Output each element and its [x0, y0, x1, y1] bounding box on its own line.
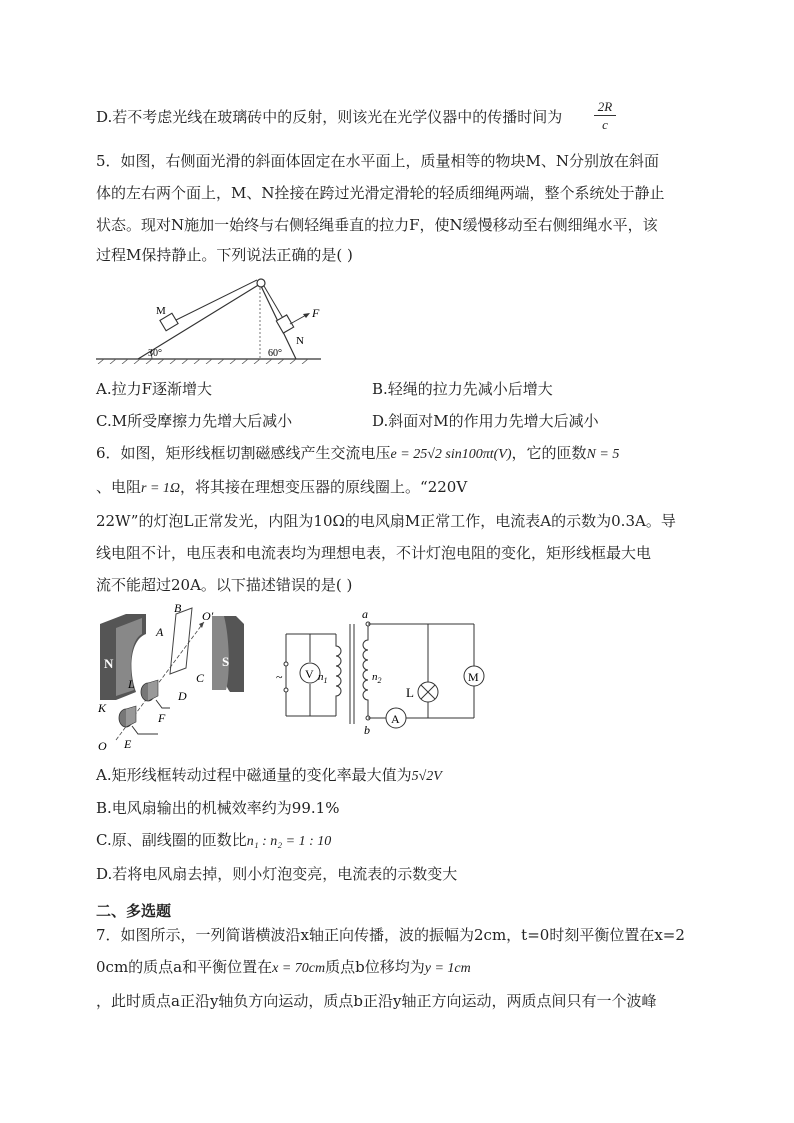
right-rope: [264, 286, 284, 320]
motor-label: M: [468, 670, 479, 684]
turns-ratio-value: n₁ : n₂ = 1 : 10: [246, 834, 332, 849]
resistance-formula: r = 1Ω: [141, 481, 181, 496]
label-f: F: [312, 306, 320, 320]
q6-line-3: 22W”的灯泡L正常发光，内阻为10Ω的电风扇M正常工作，电流表A的示数为0.3A。导: [96, 512, 676, 530]
q5-option-a: A.拉力F逐渐增大: [96, 380, 213, 398]
q6-line-5: 流不能超过20A。以下描述错误的是( ): [96, 576, 353, 594]
q7-line-1: 7．如图所示，一列简谐横波沿x轴正向传播，波的振幅为2cm，t=0时刻平衡位置在x=2: [96, 926, 685, 944]
force-arrowhead: [303, 313, 310, 318]
ground-hatching: [98, 359, 308, 364]
label-o-prime: O′: [202, 609, 214, 623]
terminal-2: [284, 688, 288, 692]
q6-option-a: A.矩形线框转动过程中磁通量的变化率最大值为5√2V: [96, 766, 442, 784]
label-l: L: [128, 677, 135, 691]
label-magnet-n: N: [104, 656, 114, 671]
fraction-numerator: 2R: [597, 99, 613, 114]
angle-right-label: 60°: [268, 348, 282, 359]
label-a: A: [156, 625, 164, 639]
q4-fraction: [594, 99, 616, 135]
q6-option-d: D.若将电风扇去掉，则小灯泡变亮，电流表的示数变大: [96, 865, 458, 883]
q5-line-4: 过程M保持静止。下列说法正确的是( ): [96, 246, 353, 264]
q5-line-3: 状态。现对N施加一始终与右侧轻绳垂直的拉力F，使N缓慢移动至右侧细绳水平，该: [96, 216, 658, 234]
label-k: K: [98, 701, 107, 715]
q6-option-c: C.原、副线圈的匝数比n₁ : n₂ = 1 : 10: [96, 831, 332, 849]
ring-shaft-2: [126, 706, 136, 727]
q5-line-1: 5．如图，右侧面光滑的斜面体固定在水平面上，质量相等的物块M、N分别放在斜面: [96, 152, 660, 170]
coil-frame: [170, 608, 192, 674]
q6-line-1: 6．如图，矩形线框切割磁感线产生交流电压e = 25√2 sin100πt(V)，它的匝数N = 5: [96, 444, 620, 462]
q5-option-c: C.M所受摩擦力先增大后减小: [96, 412, 293, 430]
q5-incline-figure: [96, 272, 346, 364]
label-n1: $n_1$: [318, 671, 328, 685]
label-o: O: [98, 739, 107, 750]
q5-option-d: D.斜面对M的作用力先增大后减小: [372, 412, 599, 430]
label-c: C: [196, 671, 205, 685]
lamp-label: L: [406, 685, 414, 700]
q6-option-b: B.电风扇输出的机械效率约为99.1%: [96, 799, 340, 817]
brush-e: [132, 726, 158, 734]
q4-option-d: D.若不考虑光线在玻璃砖中的反射，则该光在光学仪器中的传播时间为: [96, 108, 563, 126]
angle-left-label: 30°: [148, 348, 162, 359]
label-e: E: [124, 737, 132, 750]
voltmeter-label: V: [305, 667, 314, 681]
label-f-brush: F: [158, 711, 166, 725]
label-n: N: [296, 335, 304, 347]
ring-shaft-1: [148, 680, 158, 701]
q6-line-4: 线电阻不计，电压表和电流表均为理想电表，不计灯泡电阻的变化，矩形线框最大电: [96, 544, 652, 562]
label-b: B: [174, 601, 182, 615]
label-n2: $n_2$: [372, 671, 382, 685]
ammeter-label: A: [391, 712, 400, 726]
label-m: M: [156, 305, 166, 317]
left-rope: [170, 280, 257, 323]
q5-option-b: B.轻绳的拉力先减小后增大: [372, 380, 553, 398]
label-a-terminal: a: [362, 607, 368, 621]
q6-transformer-circuit: [274, 606, 504, 736]
q6-generator-figure: [96, 600, 256, 750]
q5-line-2: 体的左右两个面上，M、N拴接在跨过光滑定滑轮的轻质细绳两端，整个系统处于静止: [96, 184, 665, 202]
label-b-terminal: b: [364, 723, 370, 736]
voltage-formula: e = 25√2 sin100πt(V): [390, 447, 512, 462]
turns-formula: N = 5: [586, 447, 620, 462]
terminal-1: [284, 662, 288, 666]
q7-line-2: 0cm的质点a和平衡位置在x = 70cm质点b位移均为y = 1cm: [96, 958, 471, 976]
position-b-formula: x = 70cm: [272, 961, 326, 976]
fraction-bar: [594, 115, 616, 116]
pulley: [257, 279, 265, 287]
secondary-coil: [363, 624, 368, 718]
displacement-formula: y = 1cm: [424, 961, 471, 976]
ac-symbol: ~: [276, 670, 283, 684]
fraction-denominator: c: [602, 117, 608, 132]
flux-rate-value: 5√2V: [411, 769, 442, 784]
q7-line-3: ，此时质点a正沿y轴负方向运动，质点b正沿y轴正方向运动，两质点间只有一个波峰: [96, 992, 657, 1010]
label-d: D: [178, 689, 187, 703]
brush-f: [156, 700, 170, 708]
block-n: [276, 315, 293, 333]
primary-coil: [336, 634, 341, 716]
q6-line-2: 、电阻r = 1Ω，将其接在理想变压器的原线圈上。“220V: [96, 478, 468, 496]
label-magnet-s: S: [222, 654, 230, 669]
section-heading: 二、多选题: [96, 902, 172, 920]
